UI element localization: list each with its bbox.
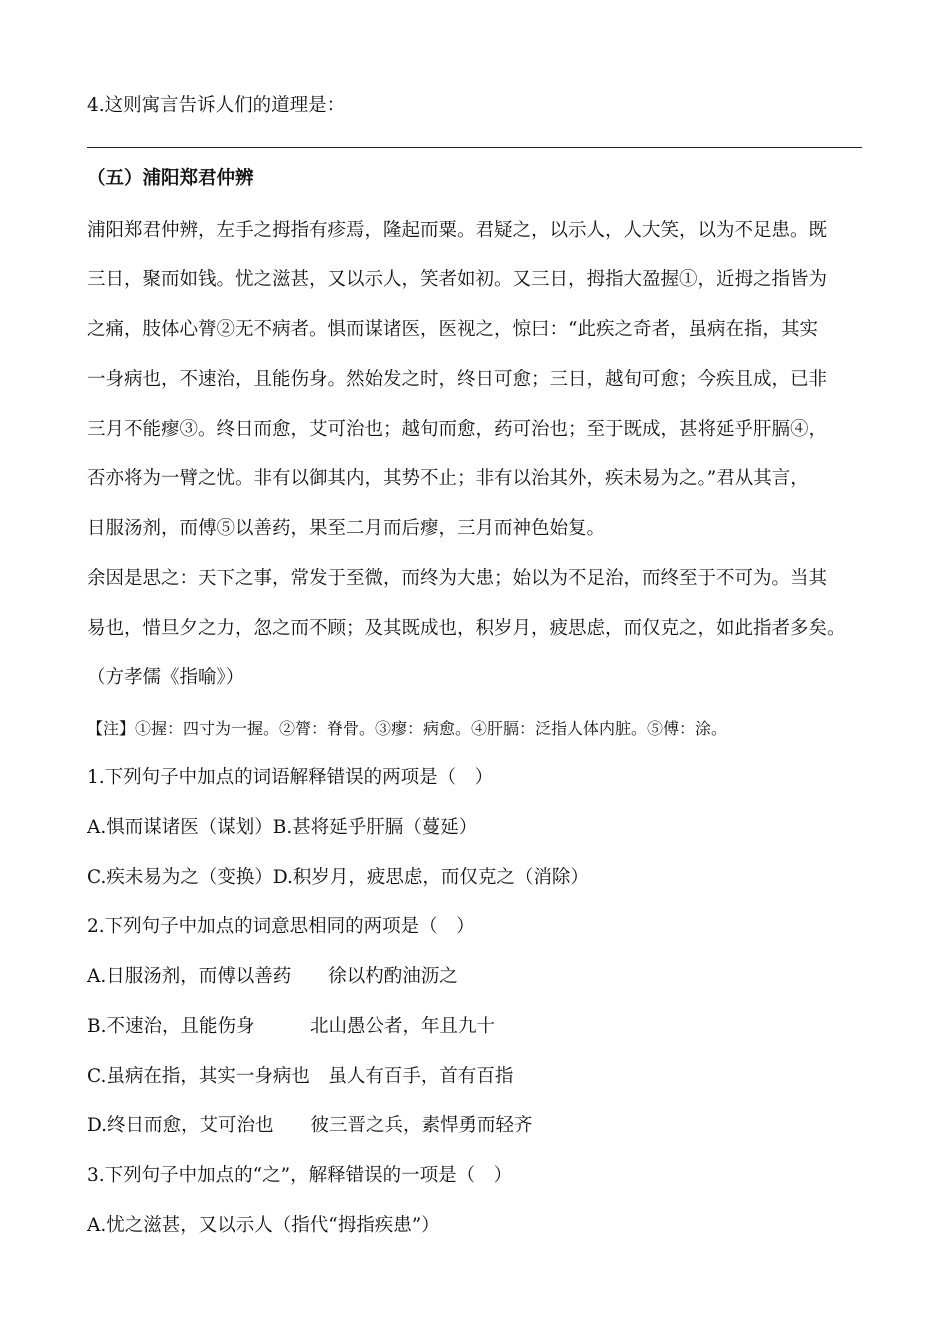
section-title: （五）浦阳郑君仲辨 [87,168,254,189]
question-2-option-a: A.日服汤剂，而傅以善药 徐以杓酌油沥之 [87,966,458,987]
question-2-option-d: D.终日而愈，艾可治也 彼三晋之兵，素悍勇而轻齐 [87,1115,533,1136]
answer-line [87,147,862,148]
question-3: 3.下列句子中加点的“之”，解释错误的一项是（ ） [87,1165,513,1186]
question-3-option-a: A.忧之滋甚，又以示人（指代“拇指疾患”） [87,1215,440,1236]
question-2-option-c: C.虽病在指，其实一身病也 虽人有百手，首有百指 [87,1066,514,1087]
passage-line: 否亦将为一臂之忧。非有以御其内，其势不止；非有以治其外，疾未易为之。”君从其言， [87,468,809,489]
passage-line: 一身病也，不速治，且能伤身。然始发之时，终日可愈；三日，越旬可愈；今疾且成，已非 [87,369,828,390]
footnote: 【注】①握：四寸为一握。②膂：脊骨。③瘳：病愈。④肝膈：泛指人体内脏。⑤傅：涂。 [87,719,728,738]
passage-line: 三日，聚而如钱。忧之滋甚，又以示人，笑者如初。又三日，拇指大盈握①，近拇之指皆为 [87,269,828,290]
passage-line: 之痛，肢体心膂②无不病者。惧而谋诸医，医视之，惊曰：“此疾之奇者，虽病在指，其实 [87,319,818,340]
passage-line: 三月不能瘳③。终日而愈，艾可治也；越旬而愈，药可治也；至于既成，甚将延乎肝膈④， [87,419,828,440]
passage-line: 浦阳郑君仲辨，左手之拇指有疹焉，隆起而粟。君疑之，以示人，人大笑，以为不足患。既 [87,220,828,241]
question-4-prompt: 4.这则寓言告诉人们的道理是： [87,95,346,116]
question-2: 2.下列句子中加点的词意思相同的两项是（ ） [87,916,475,937]
question-2-option-b: B.不速治，且能伤身 北山愚公者，年且九十 [87,1016,495,1037]
passage-line: 易也，惜旦夕之力，忽之而不顾；及其既成也，积岁月，疲思虑，而仅克之，如此指者多矣。 [87,618,846,639]
question-1-options-ab: A.惧而谋诸医（谋划）B.甚将延乎肝膈（蔓延） [87,817,478,838]
passage-line: 日服汤剂，而傅⑤以善药，果至二月而后瘳，三月而神色始复。 [87,518,606,539]
question-1-options-cd: C.疾未易为之（变换）D.积岁月，疲思虑，而仅克之（消除） [87,867,589,888]
passage-source: （方孝儒《指喻》） [87,667,245,688]
passage-line: 余因是思之：天下之事，常发于至微，而终为大患；始以为不足治，而终至于不可为。当其 [87,568,828,589]
question-1: 1.下列句子中加点的词语解释错误的两项是（ ） [87,767,494,788]
